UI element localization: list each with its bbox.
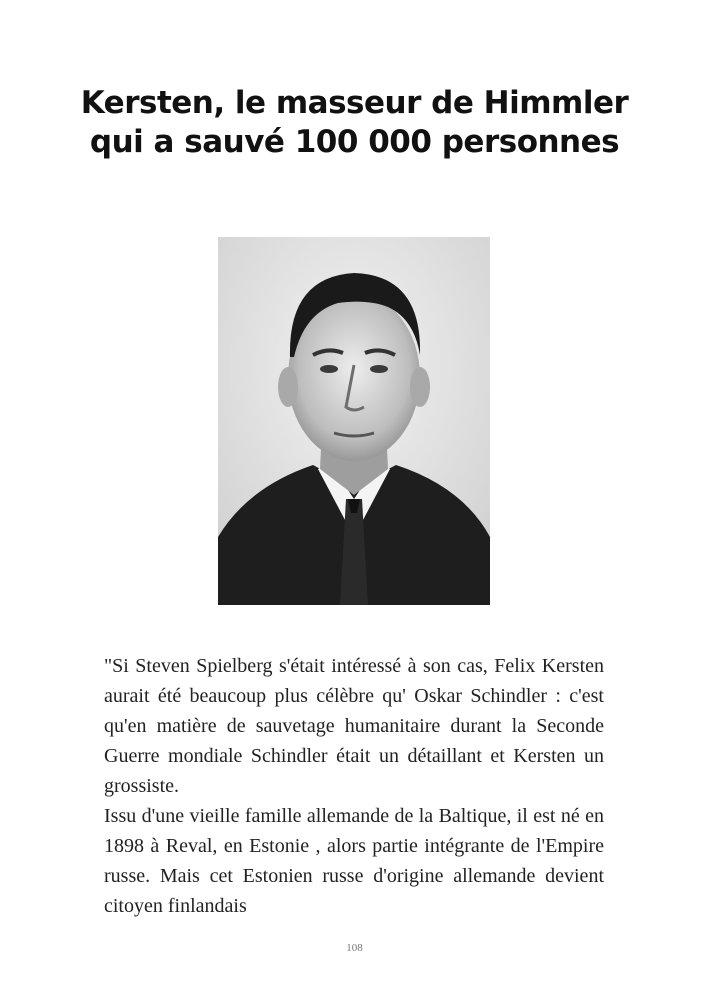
paragraph-2: Issu d'une vieille famille allemande de la Baltique, il est né en 1898 à Reval, en Estonie , alors partie intégrante de l'Empire russe. Mais cet Estonien russe d'origine allemande devient citoyen finlandais <box>104 805 604 917</box>
article-body <box>104 651 604 921</box>
paragraph-1: "Si Steven Spielberg s'était intéressé à son cas, Felix Kersten aurait été beaucoup plus célèbre qu' Oskar Schindler : c'est qu'en matière de sauvetage humanitaire durant la Seconde Guerre mondiale Schindler était un détaillant et Kersten un grossiste. <box>104 655 604 797</box>
portrait-photo <box>218 237 490 605</box>
article-title: Kersten, le masseur de Himmler qui a sauvé 100 000 personnes <box>80 85 629 160</box>
page-number: 108 <box>346 942 363 954</box>
